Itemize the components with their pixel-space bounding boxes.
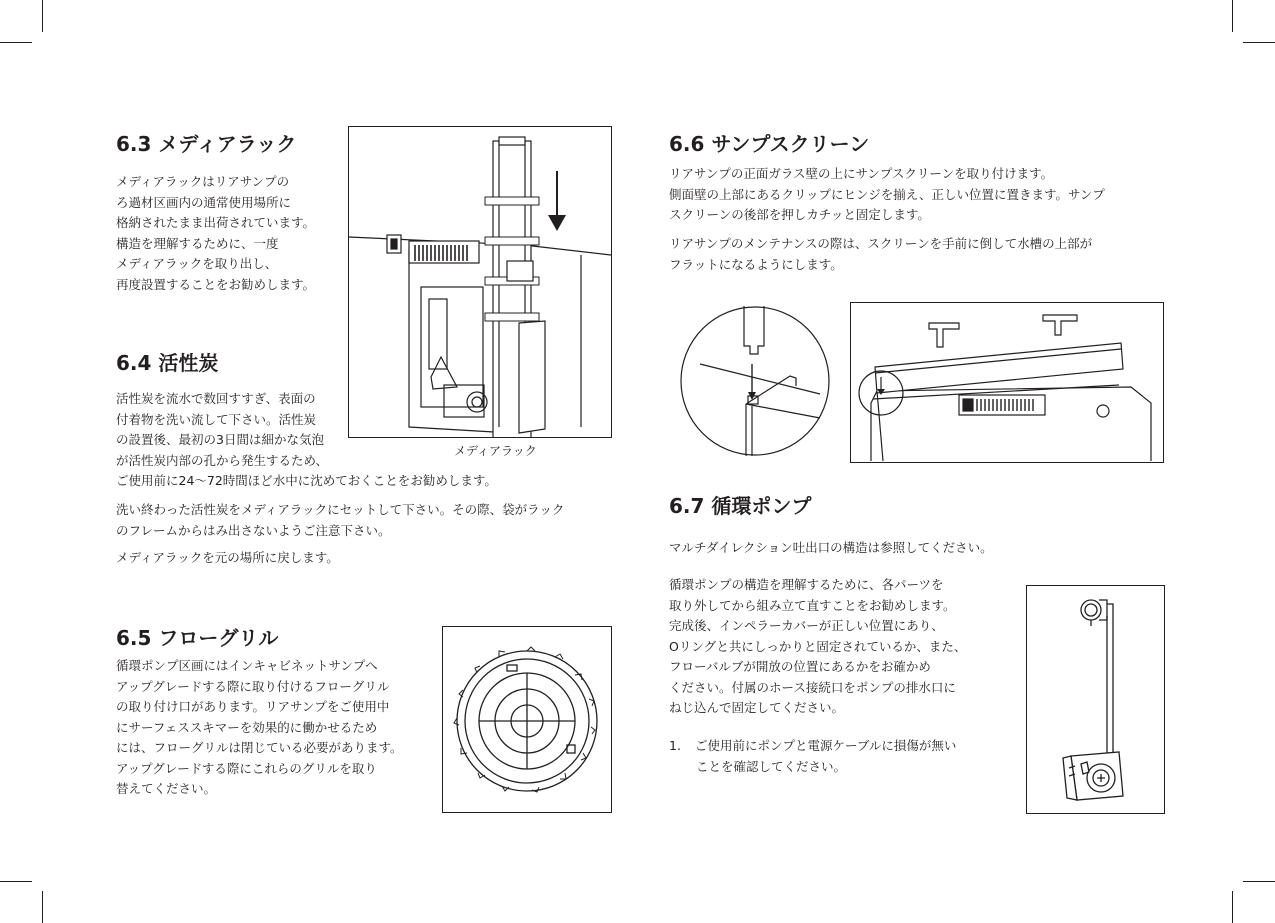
text-line: ねじ込んで固定してください。 (669, 700, 845, 715)
s66-text (669, 164, 1105, 226)
text-line: が活性炭内部の孔から発生するため、 (116, 452, 329, 468)
s65-text (116, 656, 403, 800)
section-heading-6-4: 6.4 活性炭 (116, 351, 219, 375)
s67-intro (669, 538, 993, 559)
text-line: ろ過材区画内の通常使用場所に (116, 194, 292, 210)
text-line: 循環ポンプ区画にはインキャビネットサンプへ (116, 658, 378, 673)
text-line: の設置後、最初の3日間は細かな気泡 (116, 432, 324, 447)
text-line: の取り付け口があります。リアサンプをご使用中 (116, 699, 390, 714)
text-line: マルチダイレクション吐出口の構造は参照してください。 (669, 540, 993, 555)
section-heading-6-6: 6.6 サンプスクリーン (669, 132, 870, 156)
circulation-pump-figure (1026, 585, 1165, 814)
s64-text (116, 389, 497, 492)
figure-caption-media-rack: メディアラック (454, 444, 537, 458)
text-line: フローバルブが開放の位置にあるかをお確かめ (669, 659, 931, 674)
text-line: ことを確認してください。 (696, 758, 847, 774)
text-line: メディアラックを元の場所に戻します。 (116, 550, 339, 565)
text-line: スクリーンの後部を押しカチッと固定します。 (669, 207, 930, 222)
crop-mark (1243, 881, 1275, 882)
list-item-line (669, 736, 956, 757)
text-line: リアサンプのメンテナンスの際は、スクリーンを手前に倒して水槽の上部が (669, 236, 1093, 251)
text-line: 替えてください。 (116, 781, 217, 796)
text-line: 再度設置することをお勧めします。 (116, 276, 316, 292)
s64-text-2 (116, 500, 564, 541)
text-line: 洗い終わった活性炭をメディアラックにセットして下さい。その際、袋がラック (116, 502, 565, 517)
text-line: メディアラックはリアサンプの (116, 174, 290, 189)
text-line: にサーフェススキマーを効果的に働かせるため (116, 719, 378, 735)
text-line: メディアラックを取り出し、 (116, 256, 278, 271)
crop-mark (1243, 42, 1275, 43)
section-heading-6-3: 6.3 メディアラック (116, 132, 297, 156)
crop-mark (1232, 0, 1233, 32)
text-line: には、フローグリルは閉じている必要があります。 (116, 740, 403, 755)
s64-text-3 (116, 548, 339, 569)
text-line: 循環ポンプの構造を理解するために、各パーツを (669, 577, 944, 592)
text-line: リアサンプの正面ガラス壁の上にサンプスクリーンを取り付けます。 (669, 166, 1054, 181)
text-line: ご使用前にポンプと電源ケーブルに損傷が無い (695, 738, 957, 753)
crop-mark (42, 0, 43, 32)
text-line: のフレームからはみ出さないようご注意下さい。 (116, 522, 391, 538)
sump-screen-detail-figure (680, 306, 830, 456)
text-line: アップグレードする際に取り付けるフローグリル (116, 678, 390, 694)
list-number: 1. (669, 738, 681, 753)
text-line: 側面壁の上部にあるクリップにヒンジを揃え、正しい位置に置きます。サンプ (669, 186, 1105, 202)
text-line: フラットになるようにします。 (669, 256, 843, 272)
s66-text-2 (669, 234, 1092, 275)
section-heading-6-5: 6.5 フローグリル (116, 626, 279, 650)
sump-screen-figure (850, 302, 1164, 463)
s67-list-item (669, 736, 956, 777)
crop-mark (0, 42, 32, 43)
text-line: 構造を理解するために、一度 (116, 235, 279, 251)
crop-mark (42, 891, 43, 923)
crop-mark (1232, 891, 1233, 923)
text-line: 付着物を洗い流して下さい。活性炭 (116, 411, 317, 427)
section-heading-6-7: 6.7 循環ポンプ (669, 494, 812, 518)
text-line: 格納されたまま出荷されています。 (116, 215, 316, 230)
text-line: 取り外してから組み立て直すことをお勧めします。 (669, 597, 956, 613)
text-line: Oリングと共にしっかりと固定されているか、また、 (669, 638, 967, 654)
text-line: アップグレードする際にこれらのグリルを取り (116, 760, 377, 776)
text-line: ください。付属のホース接続口をポンプの排水口に (669, 679, 956, 695)
s63-text (116, 172, 315, 295)
crop-mark (0, 881, 32, 882)
text-line: 完成後、インペラーカバーが正しい位置にあり、 (669, 618, 944, 633)
text-line: 活性炭を流水で数回すすぎ、表面の (116, 391, 316, 406)
s67-text (669, 575, 966, 719)
flow-grill-figure (442, 626, 612, 813)
text-line: ご使用前に24〜72時間ほど水中に沈めておくことをお勧めします。 (116, 473, 497, 488)
